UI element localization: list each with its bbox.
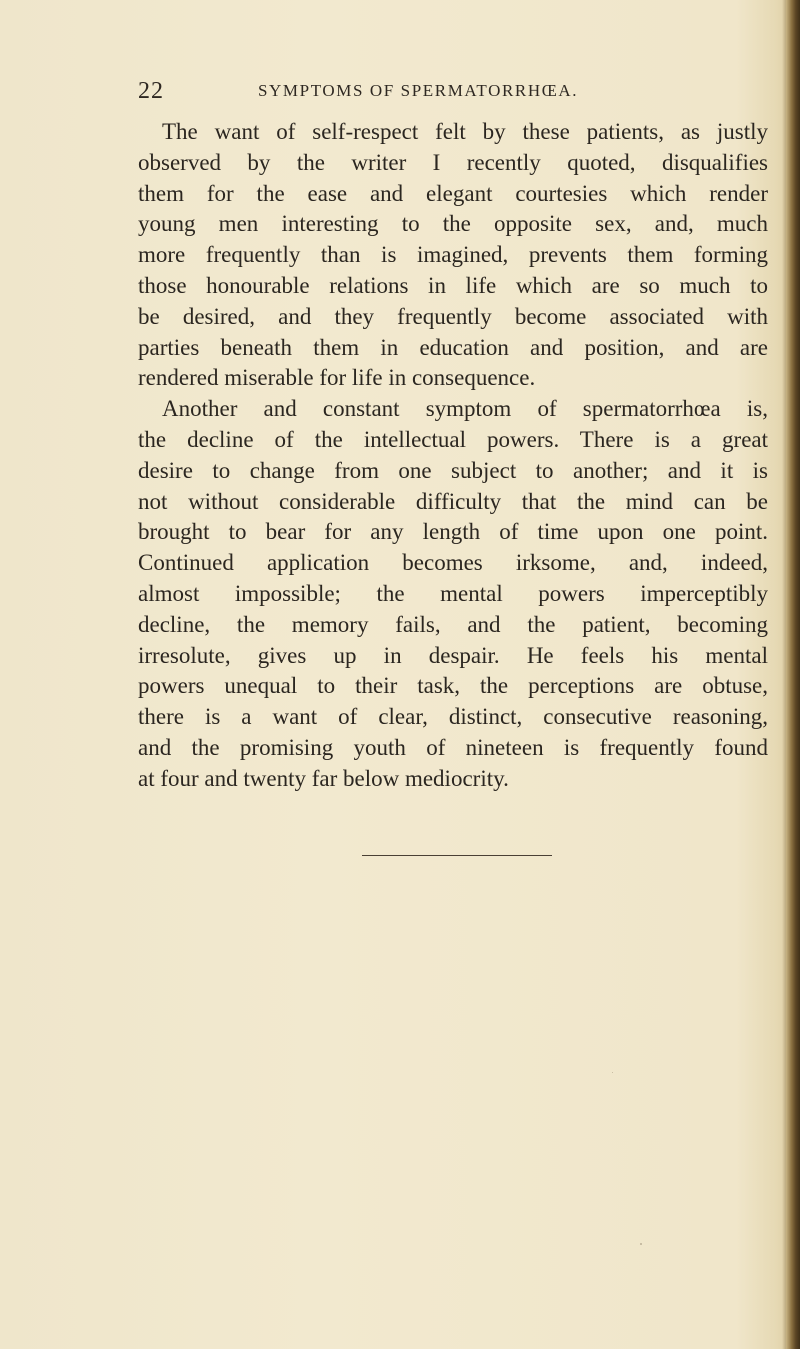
text-line: and the promising youth of nineteen is frequently found [138, 734, 768, 760]
text-line: Continued application becomes irksome, and, indeed, [138, 550, 768, 576]
text-line: irresolute, gives up in despair. He feels his mental [138, 642, 768, 668]
body-text [138, 117, 768, 795]
text-line: observed by the writer I recently quoted, disqualifies [138, 149, 768, 175]
text-line: more frequently than is imagined, prevents them forming [138, 242, 768, 268]
text-line: powers unequal to their task, the perceptions are obtuse, [138, 673, 768, 699]
running-title: SYMPTOMS OF SPERMATORRHŒA. [258, 81, 579, 100]
text-line: brought to bear for any length of time upon one point. [138, 519, 768, 545]
text-line: at four and twenty far below mediocrity. [138, 765, 509, 791]
book-binding-edge [786, 0, 800, 1349]
paper-speck [640, 1243, 642, 1245]
text-line: them for the ease and elegant courtesies which render [138, 180, 768, 206]
text-line: not without considerable difficulty that the mind can be [138, 488, 768, 514]
text-line: be desired, and they frequently become associated with [138, 303, 768, 329]
text-line: the decline of the intellectual powers. There is a great [138, 426, 768, 452]
text-line: young men interesting to the opposite sex, and, much [138, 211, 768, 237]
text-line: Another and constant symptom of spermatorrhœa is, [162, 396, 768, 422]
text-line: rendered miserable for life in consequence. [138, 365, 536, 391]
end-rule [362, 855, 552, 856]
text-line: almost impossible; the mental powers imperceptibly [138, 580, 768, 606]
text-line: parties beneath them in education and position, and are [138, 334, 768, 360]
text-line: there is a want of clear, distinct, consecutive reasoning, [138, 704, 768, 730]
text-line: those honourable relations in life which are so much to [138, 272, 768, 298]
text-line: decline, the memory fails, and the patient, becoming [138, 611, 768, 637]
page-number: 22 [138, 78, 164, 104]
text-line: The want of self-respect felt by these patients, as justly [162, 119, 768, 144]
running-head [0, 78, 800, 108]
text-line: desire to change from one subject to another; and it is [138, 457, 768, 483]
paper-speck [612, 1072, 613, 1073]
